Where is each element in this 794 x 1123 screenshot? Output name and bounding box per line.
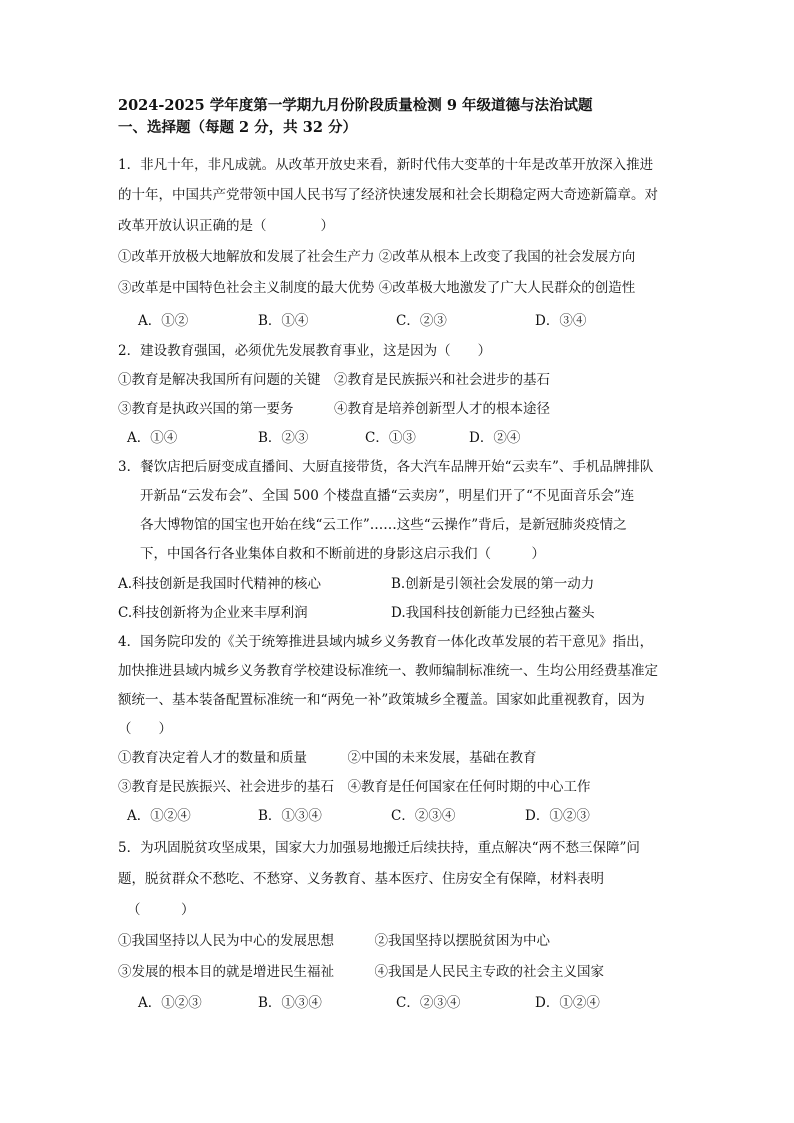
question-text-line: 加快推进县域内城乡义务教育学校建设标准统一、教师编制标准统一、生均公用经费基准定 [118,663,658,679]
question-text-line: 改革开放认识正确的是（ ） [118,218,334,234]
question-text-line: 4．国务院印发的《关于统筹推进县域内城乡义务教育一体化改革发展的若干意见》指出， [118,634,654,650]
option-c: C．②③④ [391,808,456,824]
option-c: C．①③ [365,430,416,446]
statement-line: ③教育是执政兴国的第一要务 ④教育是培养创新型人才的根本途径 [118,401,550,417]
question-text-line: （ ） [118,721,172,737]
option-a: A．①②③ [138,995,202,1011]
option-c: C．②③ [396,313,447,329]
question-text-line: 1．非凡十年，非凡成就。从改革开放史来看，新时代伟大变革的十年是改革开放深入推进 [118,157,654,173]
statement-line: ①教育是解决我国所有问题的关键 ②教育是民族振兴和社会进步的基石 [118,372,550,388]
option-b: B．②③ [258,430,309,446]
section-heading: 一、选择题（每题 2 分，共 32 分） [118,119,357,136]
option-a: A.科技创新是我国时代精神的核心 [118,576,322,592]
question-text-line: 下，中国各行各业集体自救和不断前进的身影这启示我们（ ） [140,546,545,562]
option-d: D.我国科技创新能力已经独占鳌头 [391,605,595,621]
option-b: B．①③④ [258,808,322,824]
option-a: A．①④ [127,430,178,446]
option-b: B．①④ [258,313,309,329]
question-text-line: 2．建设教育强国，必须优先发展教育事业，这是因为（ ） [118,343,492,359]
statement-line: ③发展的根本目的就是增进民生福祉 ④我国是人民民主专政的社会主义国家 [118,964,604,980]
question-text-line: 题，脱贫群众不愁吃、不愁穿、义务教育、基本医疗、住房安全有保障，材料表明 [118,871,604,887]
question-text-line: 5．为巩固脱贫攻坚成果，国家大力加强易地搬迁后续扶持，重点解决“两不愁三保障”问 [118,840,640,856]
option-d: D．②④ [469,430,521,446]
option-a: A．①②④ [127,808,191,824]
statement-line: ①教育决定着人才的数量和质量 ②中国的未来发展，基础在教育 [118,750,537,766]
question-text-line: 各大博物馆的国宝也开始在线“云工作”……这些“云操作”背后，是新冠肺炎疫情之 [140,517,627,533]
option-d: D．③④ [535,313,587,329]
option-b: B．①③④ [258,995,322,1011]
question-text-line: 额统一、基本装备配置标准统一和“两免一补”政策城乡全覆盖。国家如此重视教育，因为 [118,692,645,708]
statement-line: ③教育是民族振兴、社会进步的基石 ④教育是任何国家在任何时期的中心工作 [118,779,591,795]
option-c: C．②③④ [396,995,461,1011]
option-b: B.创新是引领社会发展的第一动力 [391,576,595,592]
option-d: D．①②③ [525,808,590,824]
option-c: C.科技创新将为企业来丰厚利润 [118,605,308,621]
question-text-line: 的十年，中国共产党带领中国人民书写了经济快速发展和社会长期稳定两大奇迹新篇章。对 [118,187,658,203]
option-a: A．①② [138,313,189,329]
question-text-line: 3．餐饮店把后厨变成直播间、大厨直接带货，各大汽车品牌开始“云卖车”、手机品牌排队 [118,459,654,475]
option-d: D．①②④ [535,995,600,1011]
statement-line: ①我国坚持以人民为中心的发展思想 ②我国坚持以摆脱贫困为中心 [118,933,550,949]
question-text-line: 开新品“云发布会”、全国 500 个楼盘直播“云卖房”，明星们开了“不见面音乐会”连 [140,488,635,504]
statement-line: ③改革是中国特色社会主义制度的最大优势 ④改革极大地激发了广大人民群众的创造性 [118,280,636,296]
exam-title: 2024-2025 学年度第一学期九月份阶段质量检测 9 年级道德与法治试题 [118,97,593,114]
statement-line: ①改革开放极大地解放和发展了社会生产力 ②改革从根本上改变了我国的社会发展方向 [118,249,636,265]
question-text-line: （ ） [127,902,195,918]
